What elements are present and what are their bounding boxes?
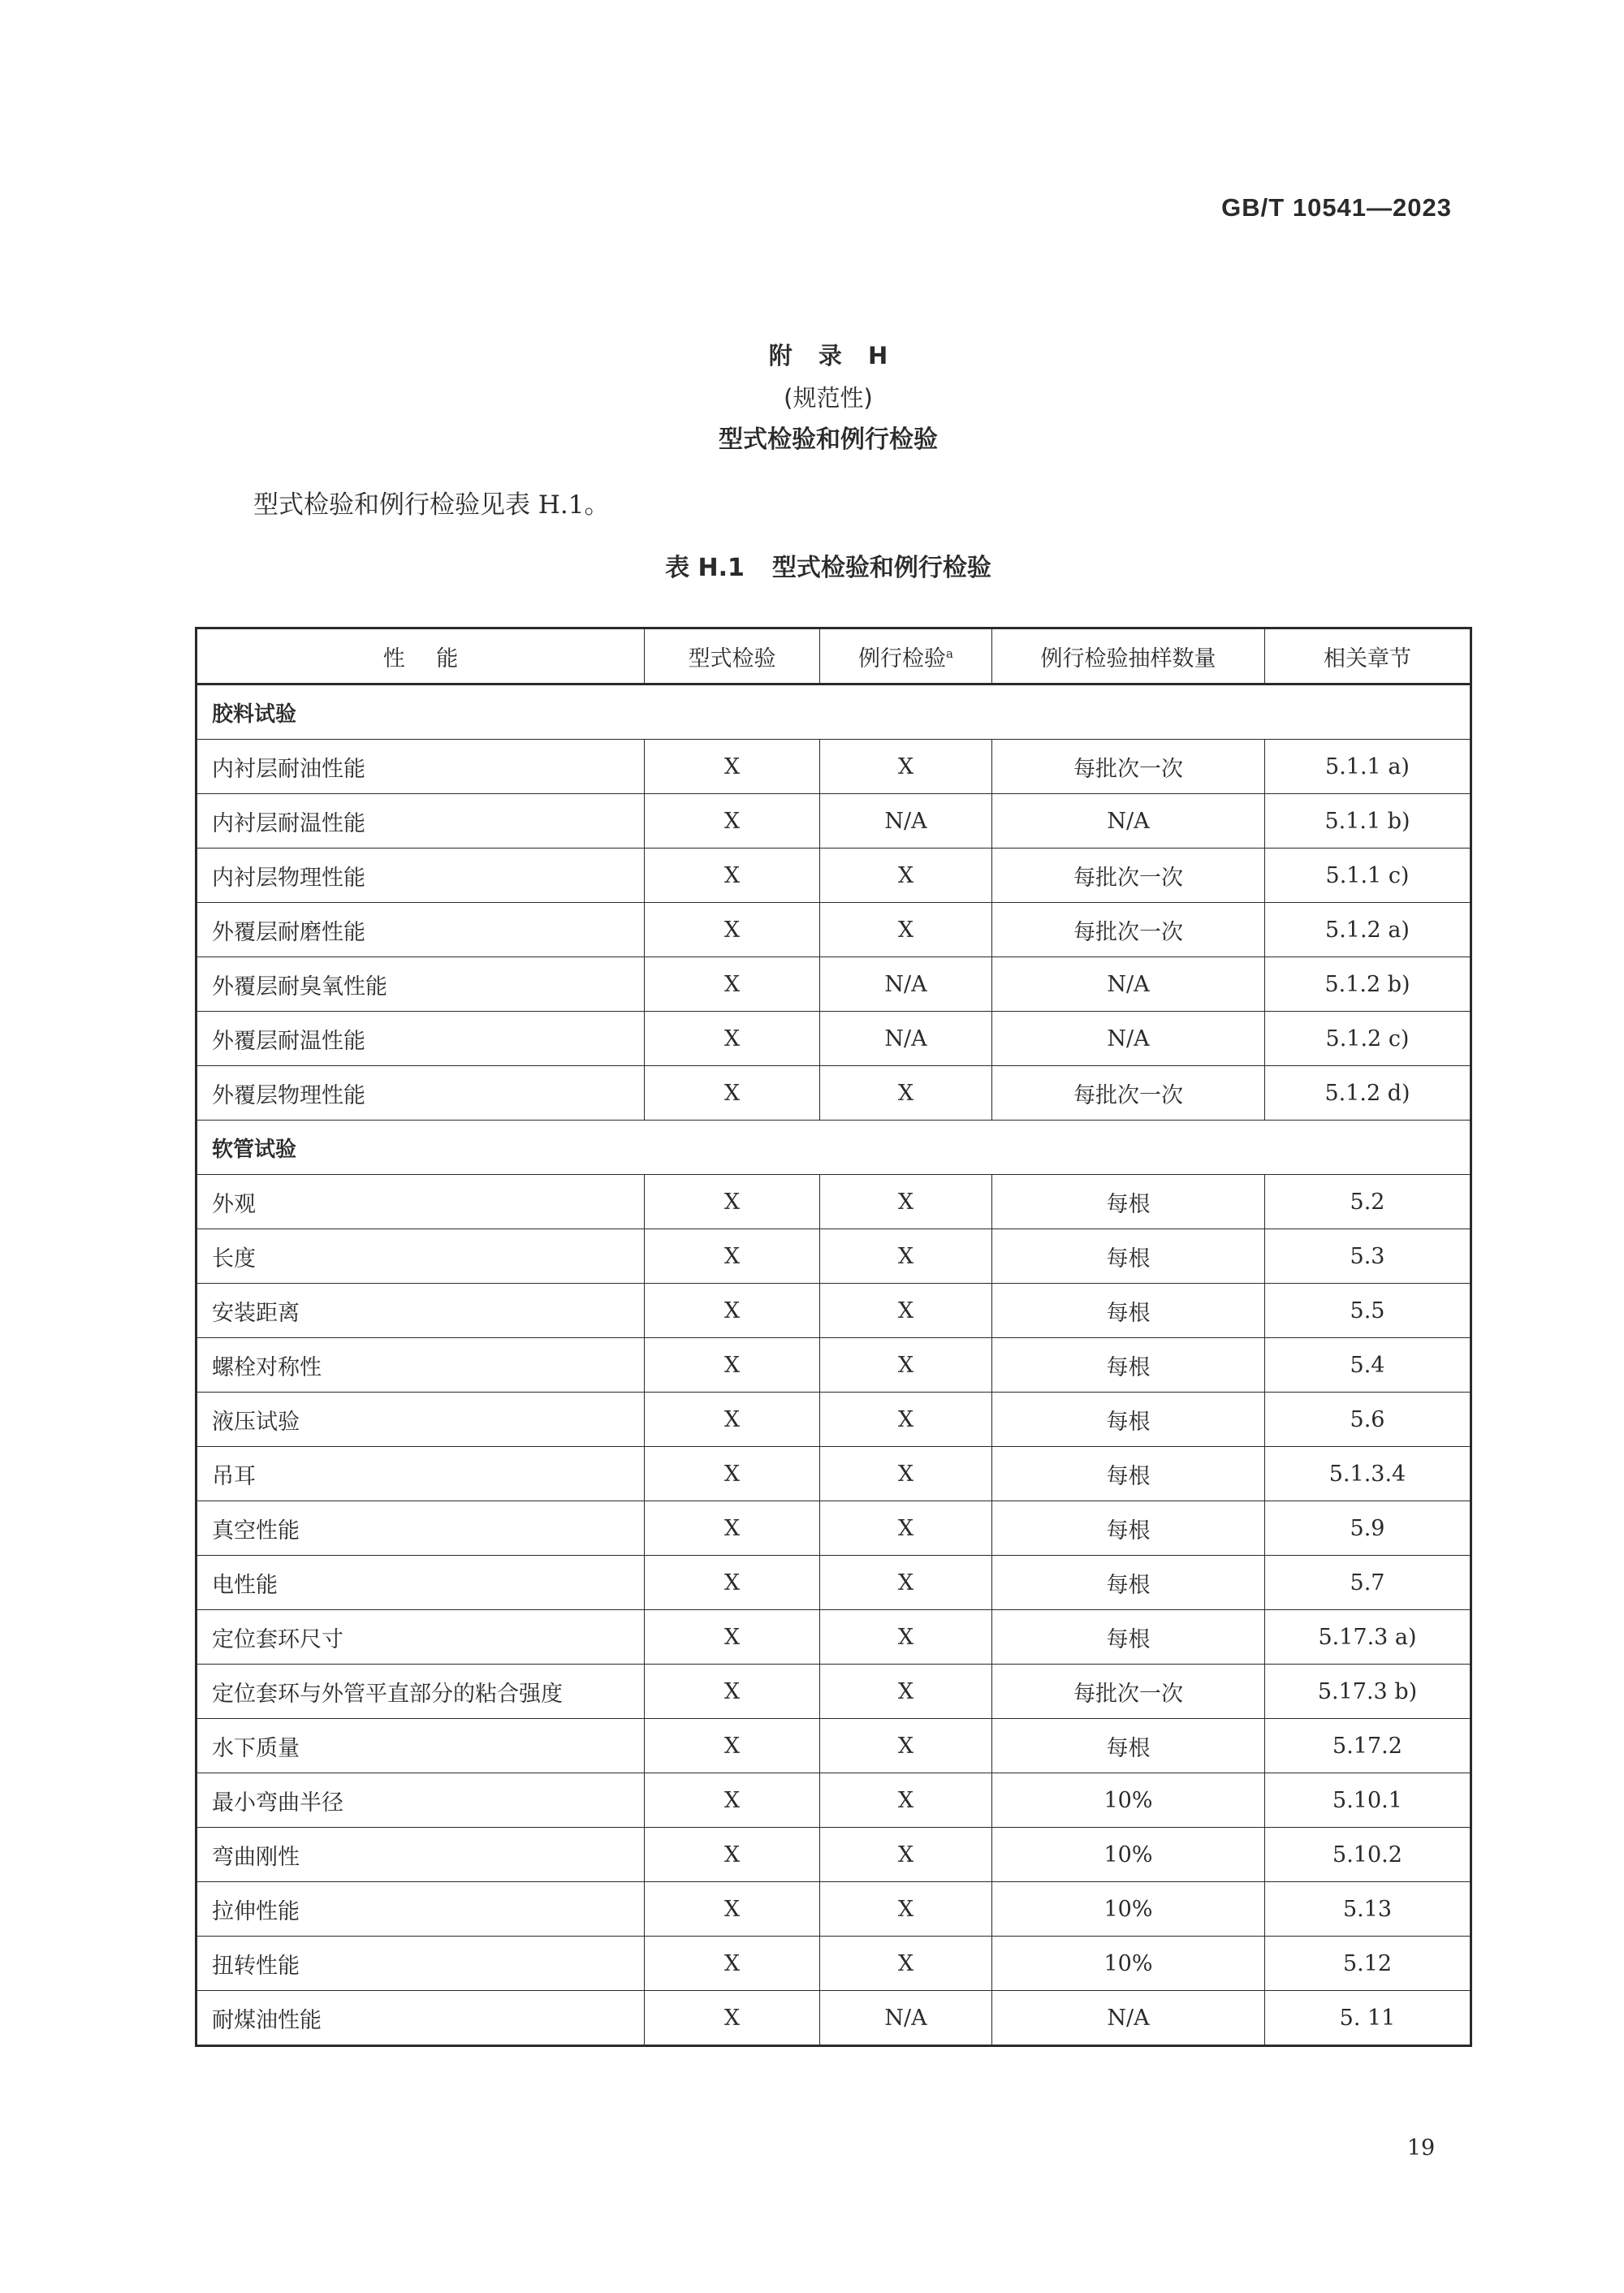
cell-sampling: 每根 [992, 1610, 1265, 1665]
cell-clause: 5. 11 [1265, 1991, 1471, 2046]
cell-type-test: X [645, 794, 820, 849]
cell-type-test: X [645, 1610, 820, 1665]
cell-clause: 5.1.1 a) [1265, 740, 1471, 794]
cell-type-test: X [645, 1556, 820, 1610]
cell-routine-test: X [820, 1937, 992, 1991]
cell-type-test: X [645, 1338, 820, 1393]
cell-property: 外覆层物理性能 [197, 1066, 645, 1121]
cell-sampling: 每根 [992, 1229, 1265, 1284]
cell-routine-test: X [820, 1719, 992, 1773]
table-row [197, 957, 1471, 1012]
cell-routine-test: X [820, 1447, 992, 1501]
cell-type-test: X [645, 1882, 820, 1937]
cell-sampling: 每根 [992, 1556, 1265, 1610]
cell-routine-test: X [820, 1610, 992, 1665]
cell-clause: 5.1.2 a) [1265, 903, 1471, 957]
cell-property: 定位套环与外管平直部分的粘合强度 [197, 1665, 645, 1719]
cell-property: 电性能 [197, 1556, 645, 1610]
table-row [197, 1828, 1471, 1882]
cell-type-test: X [645, 1937, 820, 1991]
cell-clause: 5.1.1 c) [1265, 849, 1471, 903]
cell-property: 外覆层耐温性能 [197, 1012, 645, 1066]
table-row [197, 1284, 1471, 1338]
cell-routine-test: X [820, 740, 992, 794]
cell-clause: 5.1.3.4 [1265, 1447, 1471, 1501]
cell-sampling: 每根 [992, 1393, 1265, 1447]
table-row [197, 1393, 1471, 1447]
cell-type-test: X [645, 1991, 820, 2046]
cell-clause: 5.4 [1265, 1338, 1471, 1393]
table-row [197, 794, 1471, 849]
cell-routine-test: X [820, 1501, 992, 1556]
cell-property: 外观 [197, 1175, 645, 1229]
table-row [197, 1610, 1471, 1665]
appendix-heading [0, 335, 1624, 461]
table-row [197, 1501, 1471, 1556]
cell-clause: 5.17.3 b) [1265, 1665, 1471, 1719]
section-row [197, 684, 1471, 740]
table-row [197, 1556, 1471, 1610]
header-routine-test-label: 例行检验 [858, 646, 947, 671]
table-caption [0, 549, 1624, 588]
cell-property: 长度 [197, 1229, 645, 1284]
table-row [197, 1066, 1471, 1121]
cell-type-test: X [645, 1229, 820, 1284]
table-body [197, 684, 1471, 2046]
cell-sampling: 每根 [992, 1338, 1265, 1393]
cell-property: 最小弯曲半径 [197, 1773, 645, 1828]
table-row [197, 1665, 1471, 1719]
cell-type-test: X [645, 1719, 820, 1773]
cell-clause: 5.17.3 a) [1265, 1610, 1471, 1665]
cell-type-test: X [645, 740, 820, 794]
cell-routine-test: X [820, 903, 992, 957]
cell-routine-test: X [820, 1229, 992, 1284]
cell-routine-test: X [820, 1665, 992, 1719]
cell-routine-test: X [820, 1882, 992, 1937]
cell-type-test: X [645, 1066, 820, 1121]
cell-routine-test: X [820, 1284, 992, 1338]
cell-routine-test: N/A [820, 1991, 992, 2046]
cell-sampling: 每批次一次 [992, 1665, 1265, 1719]
cell-sampling: 每批次一次 [992, 849, 1265, 903]
table-row [197, 1229, 1471, 1284]
intro-paragraph: 型式检验和例行检验见表 H.1。 [253, 490, 610, 520]
cell-sampling: 每根 [992, 1175, 1265, 1229]
cell-sampling: 每批次一次 [992, 740, 1265, 794]
cell-property: 安装距离 [197, 1284, 645, 1338]
cell-property: 水下质量 [197, 1719, 645, 1773]
cell-clause: 5.6 [1265, 1393, 1471, 1447]
cell-type-test: X [645, 1447, 820, 1501]
inspection-table [195, 627, 1472, 2047]
cell-sampling: 每根 [992, 1501, 1265, 1556]
cell-property: 扭转性能 [197, 1937, 645, 1991]
cell-routine-test: X [820, 849, 992, 903]
cell-routine-test: N/A [820, 1012, 992, 1066]
table-row [197, 740, 1471, 794]
table-caption-number: 表 H.1 [665, 554, 745, 582]
cell-clause: 5.3 [1265, 1229, 1471, 1284]
cell-routine-test: X [820, 1773, 992, 1828]
document-code: GB/T 10541—2023 [1221, 193, 1452, 222]
header-property: 性 能 [197, 628, 645, 684]
cell-sampling: 每批次一次 [992, 903, 1265, 957]
cell-clause: 5.17.2 [1265, 1719, 1471, 1773]
cell-routine-test: X [820, 1175, 992, 1229]
cell-type-test: X [645, 903, 820, 957]
cell-sampling: 每根 [992, 1447, 1265, 1501]
cell-type-test: X [645, 1828, 820, 1882]
cell-property: 内衬层耐温性能 [197, 794, 645, 849]
cell-property: 拉伸性能 [197, 1882, 645, 1937]
cell-sampling: 10% [992, 1828, 1265, 1882]
cell-type-test: X [645, 1773, 820, 1828]
cell-clause: 5.1.2 b) [1265, 957, 1471, 1012]
cell-sampling: N/A [992, 1991, 1265, 2046]
cell-routine-test: X [820, 1338, 992, 1393]
cell-sampling: N/A [992, 1012, 1265, 1066]
table-row [197, 849, 1471, 903]
cell-clause: 5.10.1 [1265, 1773, 1471, 1828]
cell-routine-test: X [820, 1828, 992, 1882]
cell-property: 内衬层耐油性能 [197, 740, 645, 794]
cell-property: 真空性能 [197, 1501, 645, 1556]
cell-clause: 5.10.2 [1265, 1828, 1471, 1882]
cell-clause: 5.7 [1265, 1556, 1471, 1610]
cell-routine-test: N/A [820, 957, 992, 1012]
table-row [197, 1012, 1471, 1066]
cell-clause: 5.2 [1265, 1175, 1471, 1229]
table-row [197, 1175, 1471, 1229]
header-sampling: 例行检验抽样数量 [992, 628, 1265, 684]
table-header-row [197, 628, 1471, 684]
cell-routine-test: N/A [820, 794, 992, 849]
cell-property: 内衬层物理性能 [197, 849, 645, 903]
cell-type-test: X [645, 1175, 820, 1229]
cell-sampling: 10% [992, 1773, 1265, 1828]
cell-type-test: X [645, 1501, 820, 1556]
cell-property: 外覆层耐磨性能 [197, 903, 645, 957]
cell-sampling: 10% [992, 1937, 1265, 1991]
cell-type-test: X [645, 1284, 820, 1338]
section-title: 胶料试验 [197, 684, 1471, 740]
cell-type-test: X [645, 1665, 820, 1719]
header-routine-test [820, 628, 992, 684]
cell-sampling: 每批次一次 [992, 1066, 1265, 1121]
cell-routine-test: X [820, 1556, 992, 1610]
cell-clause: 5.1.2 c) [1265, 1012, 1471, 1066]
header-type-test: 型式检验 [645, 628, 820, 684]
cell-property: 弯曲刚性 [197, 1828, 645, 1882]
table-caption-title: 型式检验和例行检验 [771, 554, 991, 582]
cell-type-test: X [645, 849, 820, 903]
table-row [197, 1719, 1471, 1773]
table-row [197, 1338, 1471, 1393]
cell-sampling: N/A [992, 957, 1265, 1012]
cell-routine-test: X [820, 1393, 992, 1447]
cell-sampling: N/A [992, 794, 1265, 849]
page-number: 19 [1406, 2135, 1436, 2161]
cell-clause: 5.5 [1265, 1284, 1471, 1338]
cell-clause: 5.12 [1265, 1937, 1471, 1991]
cell-property: 定位套环尺寸 [197, 1610, 645, 1665]
footnote-mark: a [946, 646, 953, 661]
header-clause: 相关章节 [1265, 628, 1471, 684]
cell-type-test: X [645, 1012, 820, 1066]
cell-property: 液压试验 [197, 1393, 645, 1447]
cell-sampling: 每根 [992, 1719, 1265, 1773]
appendix-title: 附 录 H [768, 342, 888, 369]
section-title: 软管试验 [197, 1121, 1471, 1175]
appendix-name: 型式检验和例行检验 [719, 425, 938, 454]
table-row [197, 903, 1471, 957]
table-row [197, 1937, 1471, 1991]
cell-type-test: X [645, 1393, 820, 1447]
cell-clause: 5.13 [1265, 1882, 1471, 1937]
cell-routine-test: X [820, 1066, 992, 1121]
table-row [197, 1991, 1471, 2046]
cell-clause: 5.9 [1265, 1501, 1471, 1556]
cell-sampling: 10% [992, 1882, 1265, 1937]
cell-property: 外覆层耐臭氧性能 [197, 957, 645, 1012]
cell-clause: 5.1.1 b) [1265, 794, 1471, 849]
table-row [197, 1773, 1471, 1828]
cell-property: 耐煤油性能 [197, 1991, 645, 2046]
appendix-normative-note: (规范性) [784, 384, 873, 412]
cell-clause: 5.1.2 d) [1265, 1066, 1471, 1121]
cell-sampling: 每根 [992, 1284, 1265, 1338]
table-row [197, 1447, 1471, 1501]
cell-type-test: X [645, 957, 820, 1012]
table-row [197, 1882, 1471, 1937]
cell-property: 螺栓对称性 [197, 1338, 645, 1393]
section-row [197, 1121, 1471, 1175]
cell-property: 吊耳 [197, 1447, 645, 1501]
